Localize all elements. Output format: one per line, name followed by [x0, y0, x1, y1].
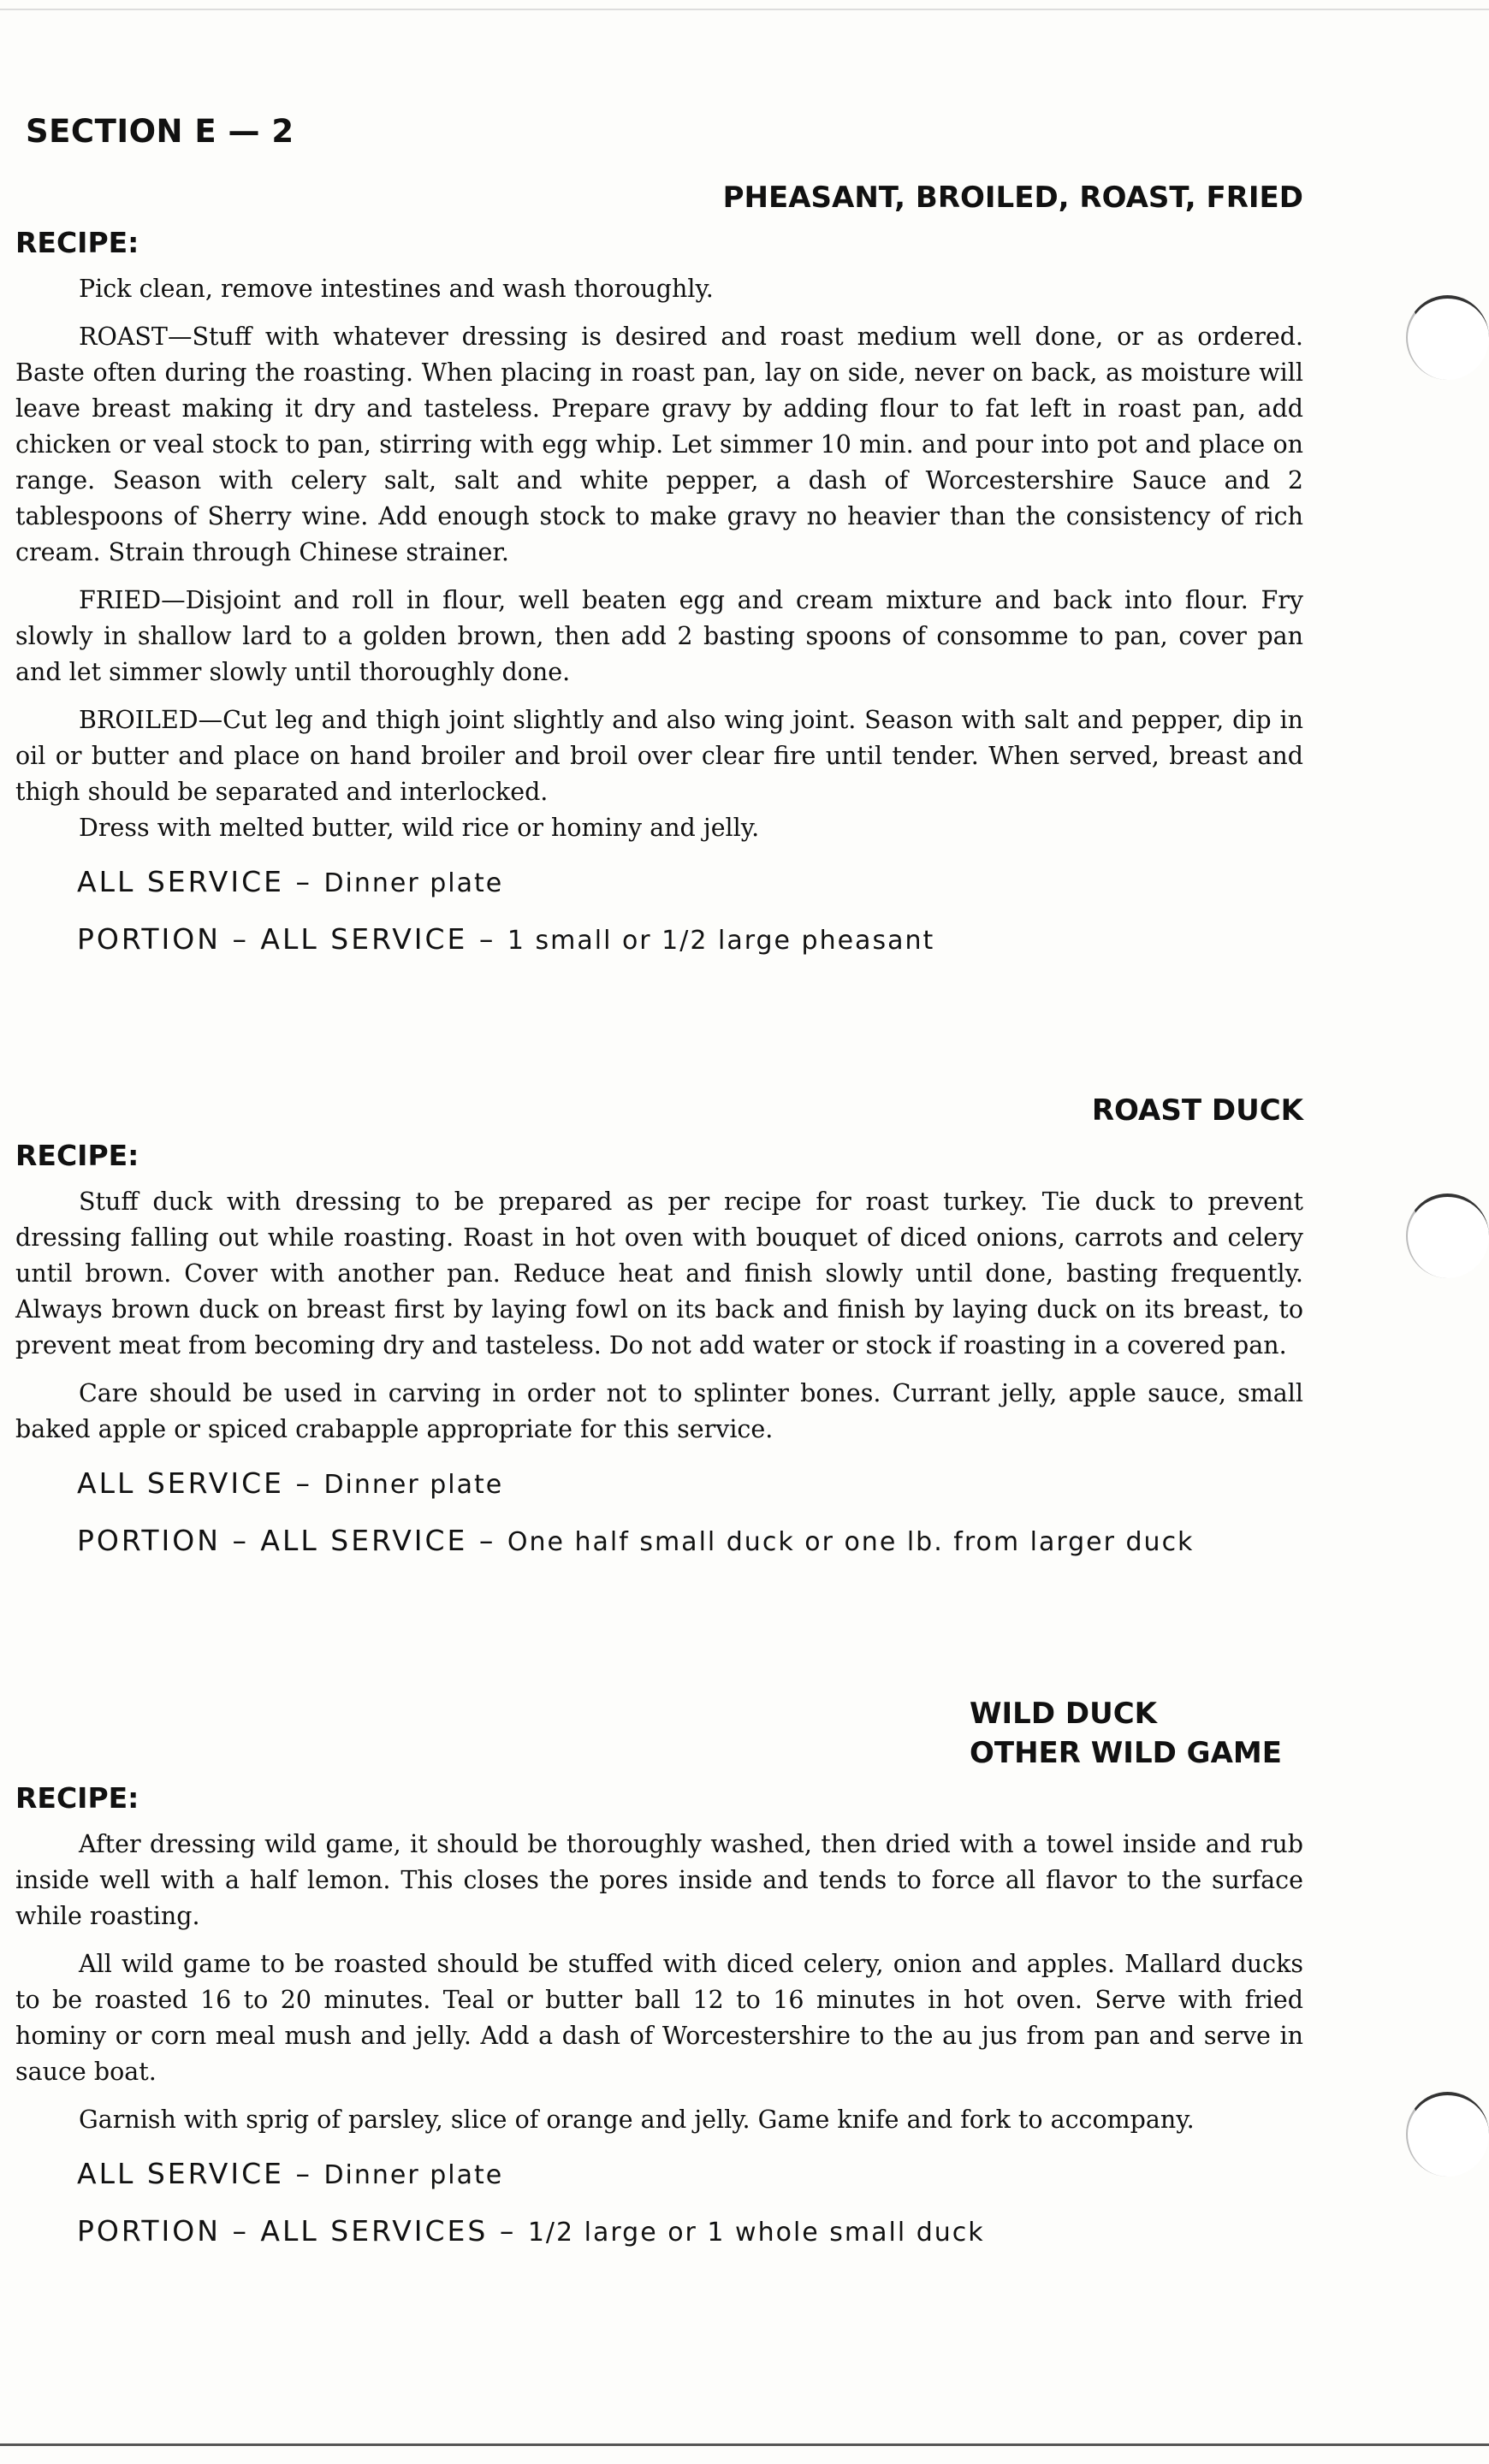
recipe-title-line: OTHER WILD GAME — [970, 1736, 1282, 1770]
recipe-title: PHEASANT, BROILED, ROAST, FRIED — [722, 181, 1303, 215]
service-key: ALL SERVICE — [77, 2157, 284, 2190]
portion-value: 1/2 large or 1 whole small duck — [527, 2218, 985, 2248]
recipe-label: RECIPE: — [15, 1781, 139, 1815]
recipe-paragraph: Pick clean, remove intestines and wash thoroughly. — [79, 275, 714, 303]
recipe-pheasant — [15, 178, 1303, 956]
recipe-paragraph: Garnish with sprig of parsley, slice of orange and jelly. Game knife and fork to accompany. — [79, 2106, 1195, 2134]
recipe-title-line: WILD DUCK — [970, 1697, 1158, 1731]
recipe-title — [15, 1694, 1303, 1773]
punch-hole — [1406, 1194, 1489, 1278]
recipe-paragraph: All wild game to be roasted should be stuffed with diced celery, onion and apples. Mallard ducks to be roasted 16 to 20 minutes. Teal or butter ball 12 to 16 minutes in hot oven. Serve with fried hominy or corn meal mush and jelly. Add a dash of Worcestershire to the au jus from pan and serve in sauce boat. — [15, 1950, 1303, 2086]
service-key: ALL SERVICE — [77, 1466, 284, 1500]
portion-value: 1 small or 1/2 large pheasant — [507, 926, 935, 956]
section-heading: SECTION E — 2 — [26, 113, 294, 150]
recipe-paragraph: Care should be used in carving in order not to splinter bones. Currant jelly, apple sauce, small baked apple or spiced crabapple appropriate for this service. — [15, 1379, 1303, 1443]
bottom-edge-line — [0, 2443, 1489, 2446]
recipe-label: RECIPE: — [15, 1139, 139, 1172]
portion-line: PORTION – ALL SERVICE – One half small duck or one lb. from larger duck — [77, 1524, 1195, 1557]
portion-key: PORTION – ALL SERVICES — [77, 2214, 489, 2248]
recipe-paragraph: After dressing wild game, it should be thoroughly washed, then dried with a towel inside and rub inside well with a half lemon. This closes the pores inside and tends to force all flavor to the surface while roasting. — [15, 1830, 1303, 1930]
portion-line: PORTION – ALL SERVICES – 1/2 large or 1 whole small duck — [77, 2214, 985, 2248]
top-edge-line — [0, 9, 1489, 10]
recipe-paragraph: Dress with melted butter, wild rice or hominy and jelly. — [79, 814, 760, 842]
service-value: Dinner plate — [323, 1470, 504, 1500]
recipe-paragraph: BROILED—Cut leg and thigh joint slightly and also wing joint. Season with salt and pepper, dip in oil or butter and place on hand broiler and broil over clear fire until tender. When served, breast and thigh should be separated and interlocked. — [15, 706, 1303, 806]
recipe-paragraph: FRIED—Disjoint and roll in flour, well beaten egg and cream mixture and back into flour. Fry slowly in shallow lard to a golden brown, then add 2 basting spoons of consomme to pan, cover pan and let simmer slowly until thoroughly done. — [15, 586, 1303, 686]
recipe-title: ROAST DUCK — [1091, 1093, 1303, 1128]
recipe-roast-duck — [15, 1091, 1303, 1557]
service-line: ALL SERVICE – Dinner plate — [77, 1466, 504, 1500]
service-key: ALL SERVICE — [77, 865, 284, 898]
service-line: ALL SERVICE – Dinner plate — [77, 2157, 504, 2190]
service-value: Dinner plate — [323, 2160, 504, 2190]
portion-line: PORTION – ALL SERVICE – 1 small or 1/2 large pheasant — [77, 922, 935, 956]
recipe-wild-game — [15, 1694, 1303, 2248]
portion-key: PORTION – ALL SERVICE — [77, 922, 468, 956]
portion-value: One half small duck or one lb. from larger duck — [507, 1527, 1195, 1557]
service-value: Dinner plate — [323, 868, 504, 898]
service-line: ALL SERVICE – Dinner plate — [77, 865, 504, 898]
recipe-label: RECIPE: — [15, 226, 139, 259]
punch-hole — [1406, 2092, 1489, 2177]
punch-hole — [1406, 295, 1489, 380]
recipe-paragraph: ROAST—Stuff with whatever dressing is desired and roast medium well done, or as ordered. Baste often during the roasting. When placing in roast pan, lay on side, never on back, as moisture will leave breast making it dry and tasteless. Prepare gravy by adding flour to fat left in roast pan, add chicken or veal stock to pan, stirring with egg whip. Let simmer 10 min. and pour into pot and place on range. Season with celery salt, salt and white pepper, a dash of Worcestershire Sauce and 2 tablespoons of Sherry wine. Add enough stock to make gravy no heavier than the consistency of rich cream. Strain through Chinese strainer. — [15, 323, 1303, 566]
portion-key: PORTION – ALL SERVICE — [77, 1524, 468, 1557]
recipe-paragraph: Stuff duck with dressing to be prepared as per recipe for roast turkey. Tie duck to prevent dressing falling out while roasting. Roast in hot oven with bouquet of diced onions, carrots and celery until brown. Cover with another pan. Reduce heat and finish slowly until done, basting frequently. Always brown duck on breast first by laying fowl on its back and finish by laying duck on its breast, to prevent meat from becoming dry and tasteless. Do not add water or stock if roasting in a covered pan. — [15, 1188, 1303, 1359]
